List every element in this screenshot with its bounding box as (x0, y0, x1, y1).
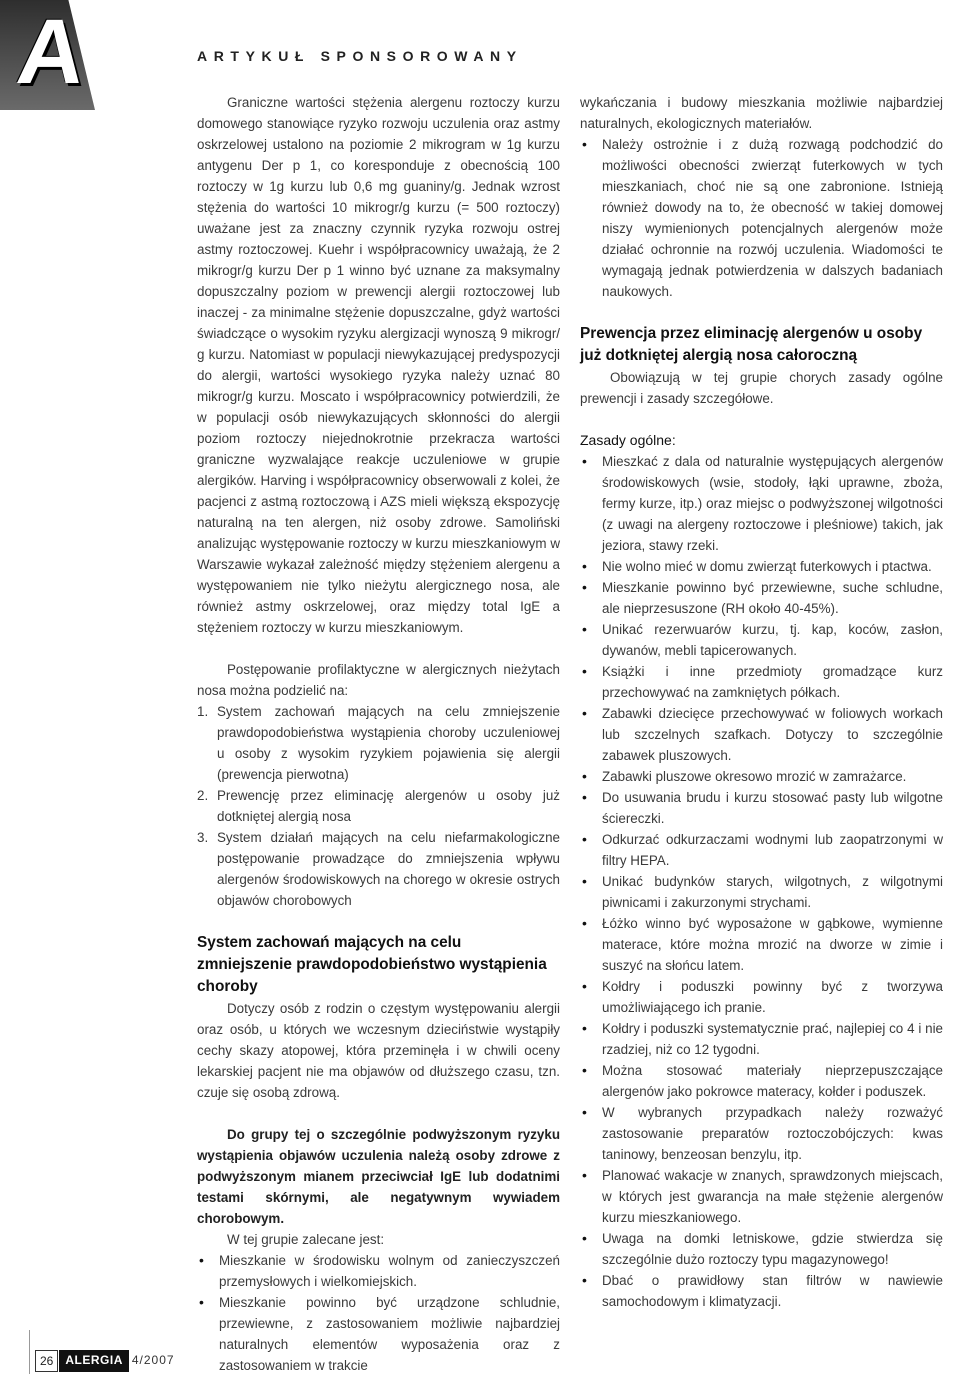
list-item: • Należy ostrożnie i z dużą rozwagą podchodzić do możliwości obecności zwierząt futerkowych w tych mieszkaniach, choć nie są one zabronione. Istnieją również dowody na to, że obecność w takiej domowej niszy wymienionych potencjalnych alergenów może działać ochronnie na rozwój uczulenia. Wiadomości te wymagają jednak potwierdzenia w dalszych badaniach naukowych. (580, 134, 943, 302)
numbered-list (197, 701, 560, 911)
section-heading-primary-prevention: System zachowań mających na celu zmniejszenie prawdopodobieństwo wystąpienia choroby (197, 934, 547, 995)
footer-rule (29, 1330, 30, 1374)
list-item: • Mieszkać z dala od naturalnie występujących alergenów środowiskowych (wsie, stodoły, łąki uprawne, zboża, fermy kurze, itp.) oraz miejsc o podwyższonej wilgotności (z uwagi na alergeny roztoczowe i pleśniowe) takich, jak jeziora, stawy rzeki. (580, 451, 943, 556)
paragraph-intro: Graniczne wartości stężenia alergenu roztoczy kurzu domowego stanowiące ryzyko rozwoju uczulenia oraz astmy oskrzelowej ustalono na poziomie 2 mikrogram w 1g kurzu antygenu Der p 1, co koresponduje z obecnością 100 roztoczy w 1g kurzu lub 0,6 mg guaniny/g. Jednak wzrost stężenia do wartości 10 mikrogr/g kurzu (= 500 roztoczy) uważane jest za znaczny czynnik ryzyka rozwoju ostrej astmy roztoczowej. Kuehr i współpracownicy uważają, że 2 mikrogr/g kurzu Der p 1 winno być uznane za maksymalny dopuszczalny poziom w prewencji alergii roztoczowej lub inaczej - za minimalne stężenie dopuszczalne, gdyż wartości świadczące o wysokim ryzyku alergizacji wynoszą 9 mikrogr/ g kurzu. Natomiast w populacji niewykazującej predyspozycji do alergii, wartości wysokiego ryzyka należy uznać 80 mikrogr/g kurzu. Moscato i współpracownicy potwierdzili, że w populacji osób niewykazujących skłonności do alergii poziom roztoczy niejednokrotnie przekracza wartości graniczne wyzwalające reakcje uczuleniowe w grupie alergików. Harving i współpracownicy obserwowali z kolei, że pacjenci z astmą roztoczową i AZS mieli większą ekspozycję naturalną na ten alergen, niż osoby zdrowe. Samoliński analizując występowanie roztoczy w kurzu mieszkaniowym w Warszawie wykazał zależność między stężeniem alergenu a występowaniem nie tylko nieżytu alergicznego nosa, ale również astmy oskrzelowej, oraz między total IgE a stężeniem roztoczy w kurzu mieszkaniowym. (197, 95, 560, 635)
paragraph-recommended: W tej grupie zalecane jest: (227, 1232, 385, 1247)
list-item: • Książki i inne przedmioty gromadzące kurz przechowywać na zamkniętych półkach. (580, 661, 943, 703)
numbered-item: 2. Prewencję przez eliminację alergenów u osoby już dotkniętej alergią nosa (197, 788, 560, 824)
list-item: • Mieszkanie w środowisku wolnym od zanieczyszczeń przemysłowych i wielkomiejskich. (197, 1250, 560, 1292)
section-label: ARTYKUŁ SPONSOROWANY (197, 48, 523, 64)
page-number: 26 (35, 1350, 58, 1372)
list-item: • Odkurzać odkurzaczami wodnymi lub zaopatrzonymi w filtry HEPA. (580, 829, 943, 871)
paragraph-rules-intro: Obowiązują w tej grupie chorych zasady ogólne prewencji i zasady szczegółowe. (580, 370, 943, 406)
list-item: • Łóżko winno być wyposażone w gąbkowe, wymienne materace, które można mrozić na dworze w zimie i suszyć na słońcu latem. (580, 913, 943, 976)
paragraph-prophylaxis: Postępowanie profilaktyczne w alergicznych nieżytach nosa można podzielić na: (197, 662, 560, 698)
paragraph-high-risk-group: Do grupy tej o szczególnie podwyższonym ryzyku wystąpienia objawów uczulenia należą osoby zdrowe z podwyższonym mianem przeciwciał IgE lub dodatnimi testami skórnymi, ale negatywnym wywiadem chorobowym. (197, 1127, 560, 1226)
list-item: • Unikać rezerwuarów kurzu, tj. kap, koców, zasłon, dywanów, mebli tapicerowanych. (580, 619, 943, 661)
right-column (580, 92, 943, 1312)
list-item: • Dbać o prawidłowy stan filtrów w nawiewie samochodowym i klimatyzacji. (580, 1270, 943, 1312)
page-footer (35, 1350, 178, 1372)
numbered-item: 1. System zachowań mających na celu zmniejszenie prawdopodobieństwa wystąpienia choroby uczuleniowej u osoby z wysokim ryzykiem pojawienia się alergii (prewencja pierwotna) (197, 704, 560, 782)
paragraph-continued: wykańczania i budowy mieszkania możliwie najbardziej naturalnych, ekologicznych materiałów. (580, 95, 943, 131)
list-item: • Kołdry i poduszki systematycznie prać, najlepiej co 4 i nie rzadziej, niż co 12 tygodni. (580, 1018, 943, 1060)
subheading-general-rules: Zasady ogólne: (580, 432, 676, 448)
list-item: • Zabawki dziecięce przechowywać w foliowych workach lub szczelnych szafkach. Dotyczy to szczególnie zabawek pluszowych. (580, 703, 943, 766)
bullet-list-pets (580, 134, 943, 302)
list-item: • Mieszkanie powinno być urządzone schludnie, przewiewne, z zastosowaniem możliwie najbardziej naturalnych elementów wyposażenia oraz z zastosowaniem w trakcie (197, 1292, 560, 1376)
list-item: • Nie wolno mieć w domu zwierząt futerkowych i ptactwa. (580, 556, 943, 577)
list-item: • Zabawki pluszowe okresowo mrozić w zamrażarce. (580, 766, 943, 787)
list-item: • Unikać budynków starych, wilgotnych, z wilgotnymi piwnicami i zakurzonymi strychami. (580, 871, 943, 913)
list-item: • W wybranych przypadkach należy rozważyć zastosowanie preparatów roztoczobójczych: kwas taninowy, benzeosan benzylu, itp. (580, 1102, 943, 1165)
list-item: • Do usuwania brudu i kurzu stosować pasty lub wilgotne ściereczki. (580, 787, 943, 829)
corner-logo-letter: A (12, 1, 90, 103)
section-heading-elimination: Prewencja przez eliminację alergenów u osoby już dotkniętej alergią nosa całoroczną (580, 325, 923, 364)
paragraph-family-risk: Dotyczy osób z rodzin o częstym występowaniu alergii oraz osób, u których we wczesnym dzieciństwie wystąpiły cechy skazy atopowej, która przeminęła i w chwili oceny lekarskiej pacjent nie ma objawów od dłuższego czasu, tzn. czuje się osobą zdrową. (197, 1001, 560, 1100)
list-item: • Uwaga na domki letniskowe, gdzie stwierdza się szczególnie dużo roztoczy typu magazynowego! (580, 1228, 943, 1270)
bullet-list-recommended (197, 1250, 560, 1376)
list-item: • Mieszkanie powinno być przewiewne, suche schludne, ale nieprzesuszone (RH około 40-45%). (580, 577, 943, 619)
list-item: • Kołdry i poduszki powinny być z tworzywa umożliwiającego ich pranie. (580, 976, 943, 1018)
left-column (197, 92, 560, 1376)
numbered-item: 3. System działań mających na celu niefarmakologiczne postępowanie prowadzące do zmniejszenia wpływu alergenów środowiskowych na chorego w okresie ostrych objawów chorobowych (197, 830, 560, 908)
issue-number: 4/2007 (131, 1353, 175, 1367)
bullet-list-general-rules (580, 451, 943, 1312)
list-item: • Można stosować materiały nieprzepuszczające alergenów jako pokrowce materacy, kołder i poduszek. (580, 1060, 943, 1102)
magazine-name: ALERGIA (59, 1350, 129, 1372)
list-item: • Planować wakacje w znanych, sprawdzonych miejscach, w których jest gwarancja na małe stężenie alergenów kurzu mieszkaniowego. (580, 1165, 943, 1228)
